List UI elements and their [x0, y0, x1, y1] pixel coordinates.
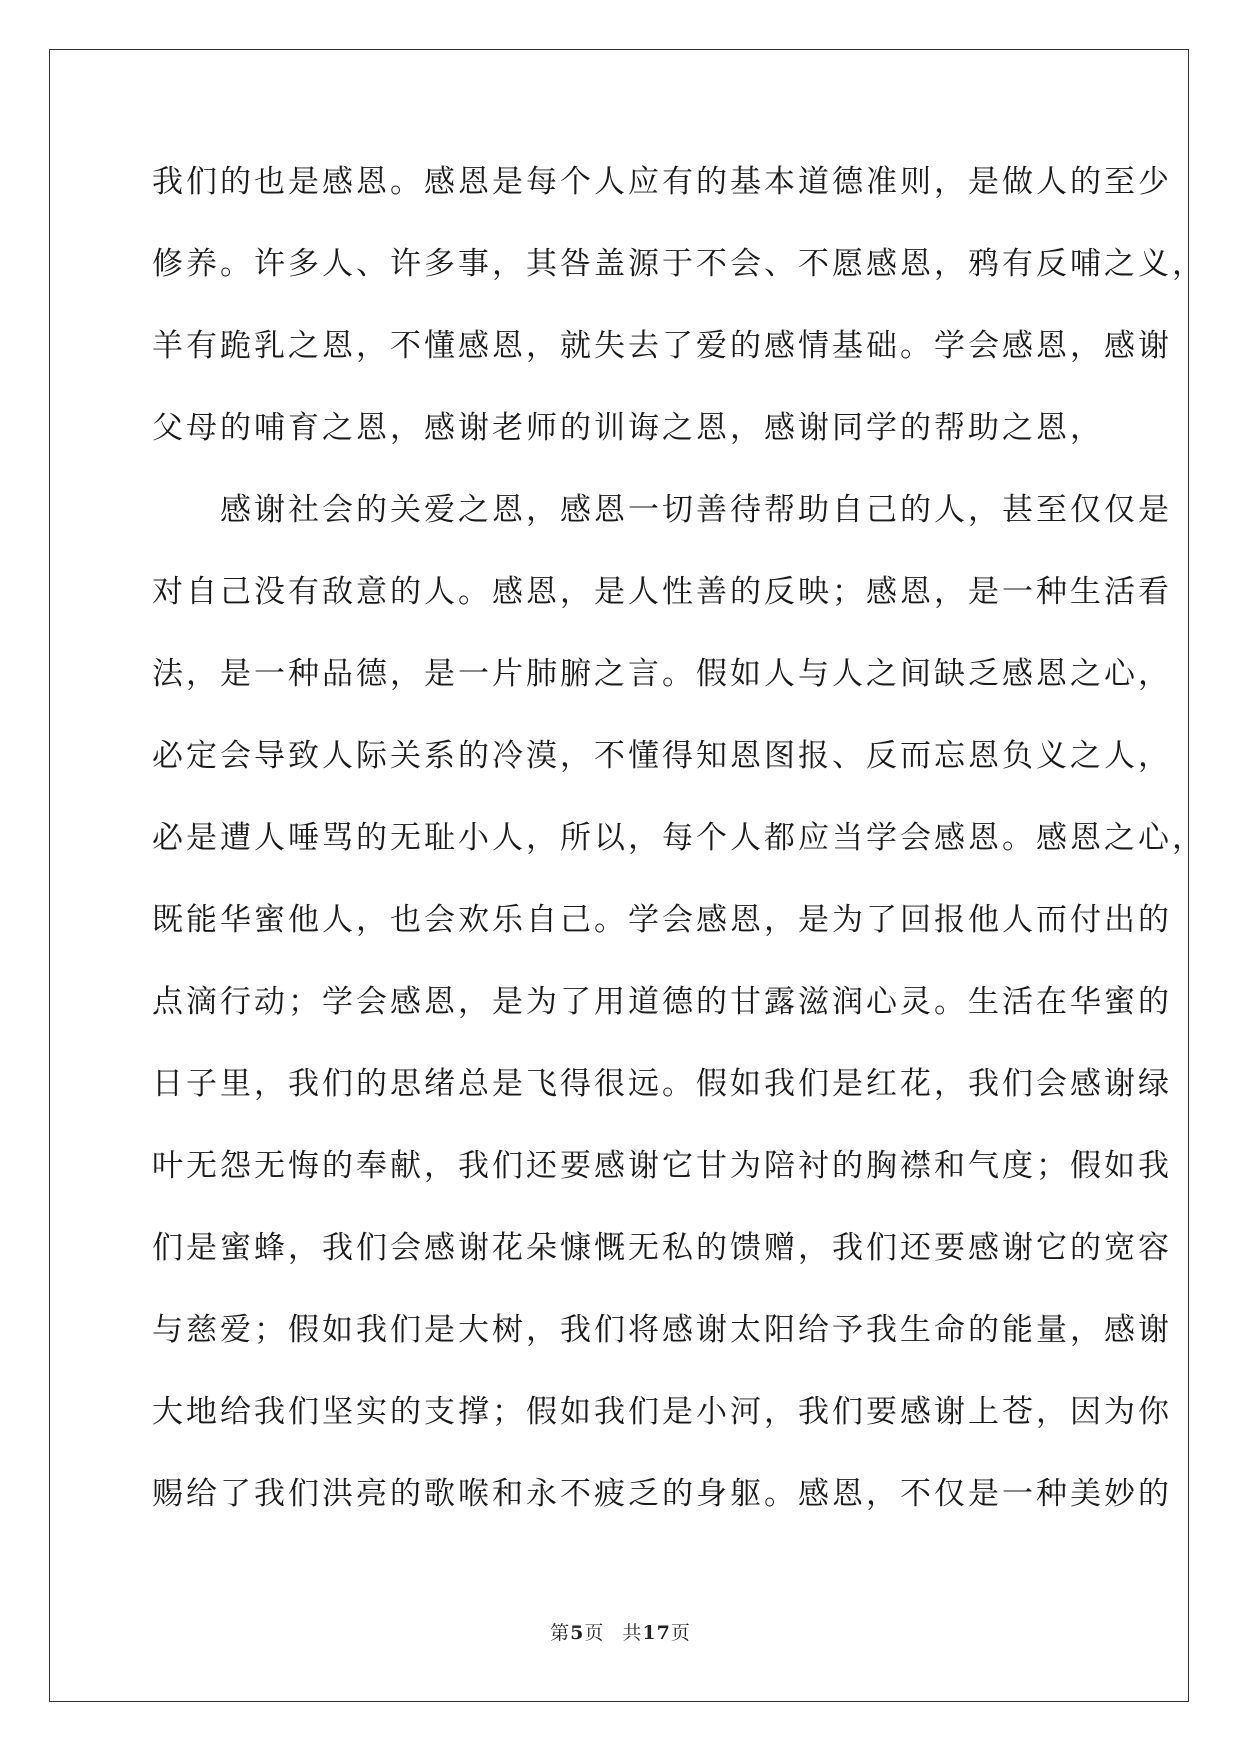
paragraph-start-line: 感谢社会的关爱之恩，感恩一切善待帮助自己的人，甚至仅仅是	[152, 492, 1172, 528]
body-line: 必是遭人唾骂的无耻小人，所以，每个人都应当学会感恩。感恩之心，	[152, 820, 1206, 856]
body-line: 赐给了我们洪亮的歌喉和永不疲乏的身躯。感恩，不仅是一种美妙的	[152, 1476, 1172, 1512]
page-number: 5	[570, 1622, 585, 1644]
body-line: 与慈爱；假如我们是大树，我们将感谢太阳给予我生命的能量，感谢	[152, 1312, 1172, 1348]
body-line: 必定会导致人际关系的冷漠，不懂得知恩图报、反而忘恩负义之人，	[152, 738, 1172, 774]
page-footer	[0, 1618, 1241, 1645]
body-line: 日子里，我们的思绪总是飞得很远。假如我们是红花，我们会感谢绿	[152, 1066, 1172, 1102]
body-line: 叶无怨无悔的奉献，我们还要感谢它甘为陪衬的胸襟和气度；假如我	[152, 1148, 1172, 1184]
page-prefix: 第	[550, 1622, 571, 1644]
body-line: 大地给我们坚实的支撑；假如我们是小河，我们要感谢上苍，因为你	[152, 1394, 1172, 1430]
total-prefix: 共	[622, 1622, 643, 1644]
body-line: 羊有跪乳之恩，不懂感恩，就失去了爱的感情基础。学会感恩，感谢	[152, 328, 1172, 364]
page-suffix: 页	[584, 1622, 605, 1644]
body-line: 点滴行动；学会感恩，是为了用道德的甘露滋润心灵。生活在华蜜的	[152, 984, 1172, 1020]
body-line: 法，是一种品德，是一片肺腑之言。假如人与人之间缺乏感恩之心，	[152, 656, 1172, 692]
body-line: 父母的哺育之恩，感谢老师的训诲之恩，感谢同学的帮助之恩，	[152, 410, 1104, 446]
total-suffix: 页	[670, 1622, 691, 1644]
body-line: 们是蜜蜂，我们会感谢花朵慷慨无私的馈赠，我们还要感谢它的宽容	[152, 1230, 1172, 1266]
body-line: 既能华蜜他人，也会欢乐自己。学会感恩，是为了回报他人而付出的	[152, 902, 1172, 938]
total-pages: 17	[642, 1622, 671, 1644]
body-line: 对自己没有敌意的人。感恩，是人性善的反映；感恩，是一种生活看	[152, 574, 1172, 610]
body-line: 我们的也是感恩。感恩是每个人应有的基本道德准则，是做人的至少	[152, 164, 1172, 200]
body-line: 修养。许多人、许多事，其咎盖源于不会、不愿感恩，鸦有反哺之义，	[152, 246, 1206, 282]
document-body	[152, 152, 1206, 1546]
